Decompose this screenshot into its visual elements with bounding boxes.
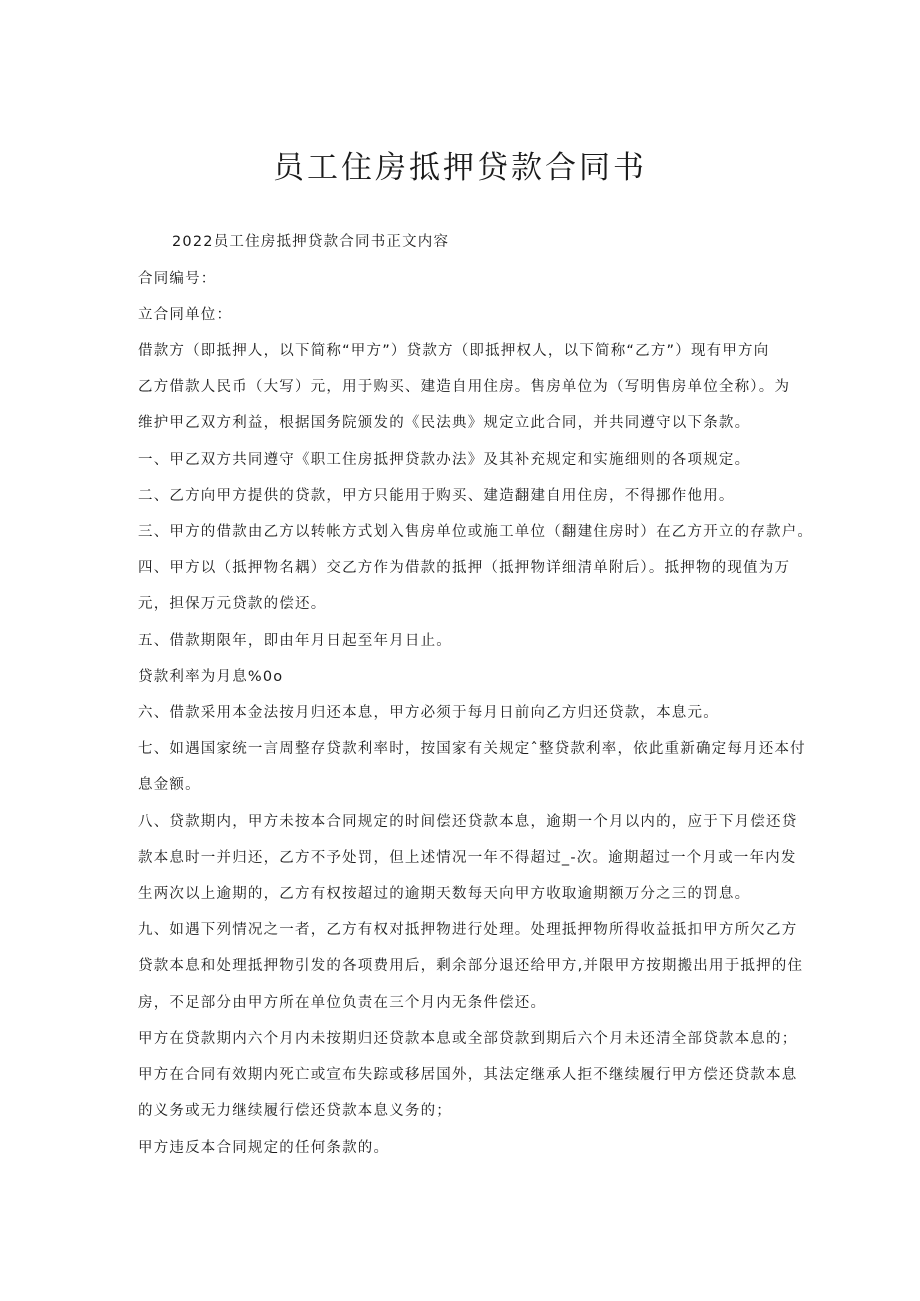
clause-line: 五、借款期限年，即由年月日起至年月日止。	[138, 633, 452, 649]
clause-line: 款本息时一并归还，乙方不予处罚，但上述情况一年不得超过_-次。逾期超过一个月或一年内发	[138, 850, 797, 866]
paragraph-line: 维护甲乙双方利益，根据国务院颁发的《民法典》规定立此合同，并共同遵守以下条款。	[138, 415, 751, 431]
document-title: 员工住房抵押贷款合同书	[273, 150, 647, 186]
clause-line: 九、如遇下列情况之一者，乙方有权对抵押物进行处理。处理抵押物所得收益抵扣甲方所欠乙方	[138, 922, 798, 938]
clause-line: 贷款本息和处理抵押物引发的各项费用后，剩余部分退还给甲方,并限甲方按期搬出用于抵押的住	[138, 958, 804, 974]
clause-line: 贷款利率为月息%0o	[138, 669, 284, 685]
clause-line: 二、乙方向甲方提供的贷款，甲方只能用于购买、建造翻建自用住房，不得挪作他用。	[138, 488, 735, 504]
condition-line: 的义务或无力继续履行偿还贷款本息义务的；	[138, 1103, 452, 1119]
clause-line: 一、甲乙双方共同遵守《职工住房抵押贷款办法》及其补充规定和实施细则的各项规定。	[138, 452, 751, 468]
clause-line: 八、贷款期内，甲方未按本合同规定的时间偿还贷款本息，逾期一个月以内的，应于下月偿还贷	[138, 814, 798, 830]
clause-line: 四、甲方以（抵押物名耦）交乙方作为借款的抵押（抵押物详细清单附后）。抵押物的现值为万	[138, 560, 791, 576]
condition-line: 甲方违反本合同规定的任何条款的。	[138, 1140, 390, 1156]
clause-line: 生两次以上逾期的，乙方有权按超过的逾期天数每天向甲方收取逾期额万分之三的罚息。	[138, 886, 751, 902]
clause-line: 房，不足部分由甲方所在单位负责在三个月内无条件偿还。	[138, 995, 547, 1011]
clause-line: 六、借款采用本金法按月归还本息，甲方必须于每月日前向乙方归还贷款，本息元。	[138, 705, 719, 721]
subheading-line: 2022员工住房抵押贷款合同书正文内容	[172, 234, 450, 250]
condition-line: 甲方在贷款期内六个月内未按期归还贷款本息或全部贷款到期后六个月未还清全部贷款本息的；	[138, 1031, 798, 1047]
condition-line: 甲方在合同有效期内死亡或宣布失踪或移居国外，其法定继承人拒不继续履行甲方偿还贷款本息	[138, 1067, 798, 1083]
clause-line: 七、如遇国家统一言周整存贷款利率时，按国家有关规定ˆ整贷款利率，依此重新确定每月还本付	[138, 741, 806, 757]
paragraph-line: 乙方借款人民币（大写）元，用于购买、建造自用住房。售房单位为（写明售房单位全称）。为	[138, 379, 791, 395]
contract-number-line: 合同编号：	[138, 271, 217, 287]
paragraph-line: 借款方（即抵押人，以下简称“甲方”）贷款方（即抵押权人，以下简称“乙方”）现有甲方向	[138, 343, 770, 359]
clause-line: 三、甲方的借款由乙方以转帐方式划入售房单位或施工单位（翻建住房时）在乙方开立的存款户。	[138, 524, 814, 540]
clause-line: 元，担保万元贷款的偿还。	[138, 596, 327, 612]
contracting-party-line: 立合同单位：	[138, 307, 233, 323]
clause-line: 息金额。	[138, 777, 201, 793]
